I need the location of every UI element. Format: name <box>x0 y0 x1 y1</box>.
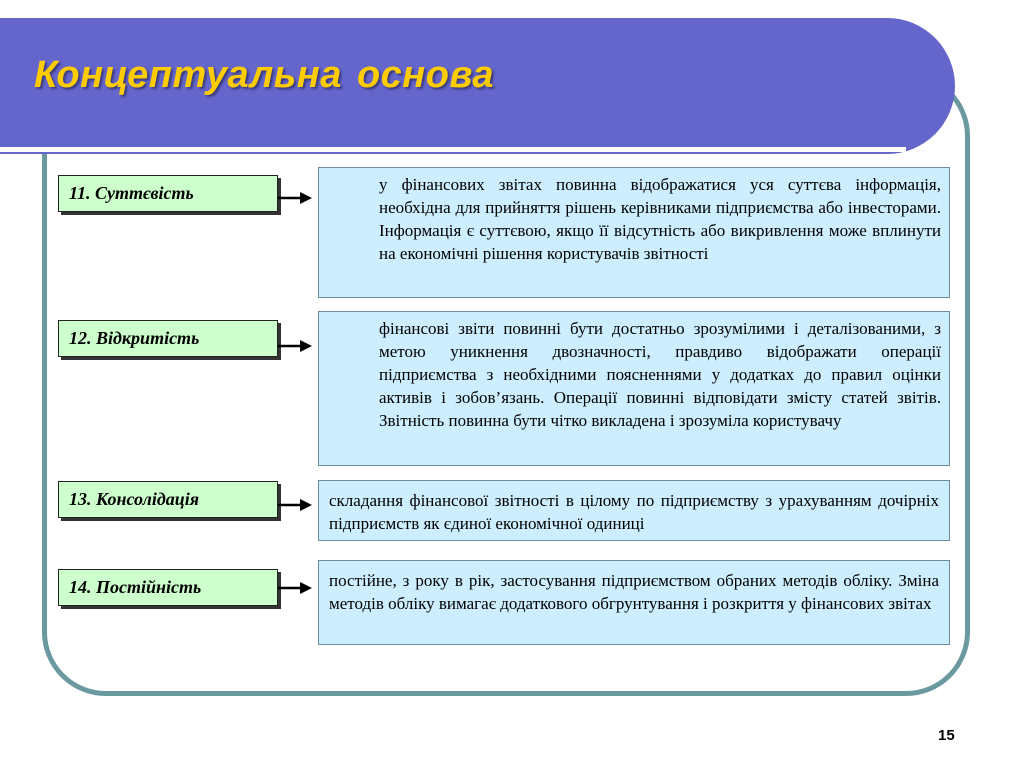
slide-title: Концептуальна основа <box>34 54 495 96</box>
arrow-right-icon <box>278 581 312 595</box>
arrow-right-icon <box>278 191 312 205</box>
principle-label-consistency: 14. Постійність <box>58 569 278 606</box>
principle-text-transparency: фінансові звіти повинні бути достатньо зрозумілими і деталізованими, з метою уникнення двозначності, правдиво відображати операції підприємства з необхідними поясненнями у додатках до правил оцінки активів і зобов’язань. Операції повинні відповідати змісту статей звітів. Звітність повинна бути чітко викладена і зрозуміла користувачу <box>318 311 950 466</box>
page-number: 15 <box>938 727 955 744</box>
arrow-right-icon <box>278 339 312 353</box>
principle-label-consolidation: 13. Консолідація <box>58 481 278 518</box>
arrow-right-icon <box>278 498 312 512</box>
principle-text-consistency: постійне, з року в рік, застосування підприємством обраних методів обліку. Зміна методів обліку вимагає додаткового обгрунтування і розкриття у фінансових звітах <box>318 560 950 645</box>
banner-divider <box>0 147 906 152</box>
principle-text-materiality: у фінансових звітах повинна відображатися уся суттєва інформація, необхідна для прийняття рішень керівниками підприємства або інвесторами. Інформація є суттєвою, якщо її відсутність або викривлення може вплинути на економічні рішення користувачів звітності <box>318 167 950 298</box>
principle-label-transparency: 12. Відкритість <box>58 320 278 357</box>
principle-text-consolidation: складання фінансової звітності в цілому по підприємству з урахуванням дочірніх підприємств як єдиної економічної одиниці <box>318 480 950 541</box>
principle-label-materiality: 11. Суттєвість <box>58 175 278 212</box>
